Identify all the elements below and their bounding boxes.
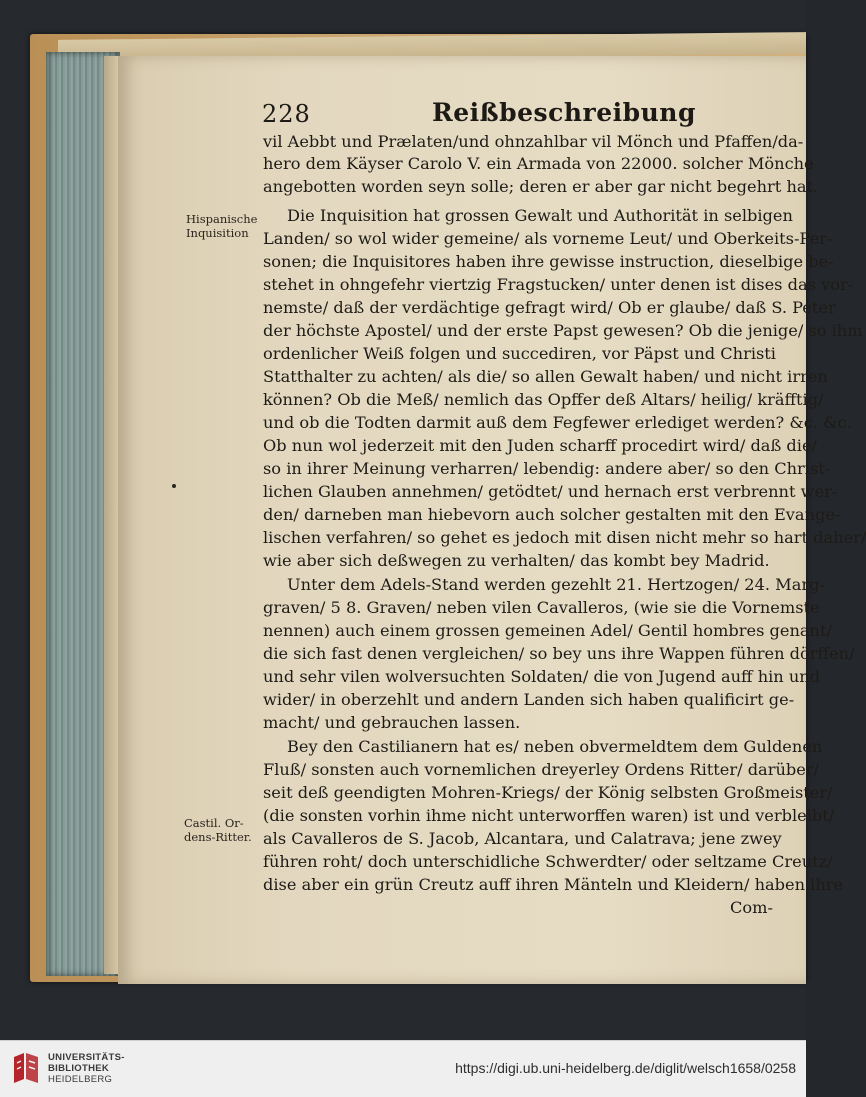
text-line: seit deß geendigten Mohren-Kriegs/ der König selbsten Großmeister/: [263, 783, 833, 802]
margin-note-hispanische: Hispanische: [186, 212, 258, 226]
text-line: führen roht/ doch unterschidliche Schwerdter/ oder seltzame Creutz/: [263, 852, 833, 871]
logo-line-3: HEIDELBERG: [48, 1074, 113, 1085]
text-line: Fluß/ sonsten auch vornemlichen dreyerley Ordens Ritter/ darüber/: [263, 760, 820, 779]
text-line: angebotten worden seyn solle; deren er aber gar nicht begehrt hat.: [263, 177, 819, 196]
text-line: als Cavalleros de S. Jacob, Alcantara, und Calatrava; jene zwey: [263, 829, 782, 848]
text-line: Landen/ so wol wider gemeine/ als vorneme Leut/ und Oberkeits-Per-: [263, 229, 833, 248]
text-line: Bey den Castilianern hat es/ neben obvermeldtem dem Guldenen: [287, 737, 823, 756]
text-line: Ob nun wol jederzeit mit den Juden scharff procedirt wird/ daß die/: [263, 436, 817, 455]
text-line: hero dem Käyser Carolo V. ein Armada von 22000. solcher Mönche: [263, 154, 814, 173]
text-line: die sich fast denen vergleichen/ so bey uns ihre Wappen führen dörffen/: [263, 644, 855, 663]
permalink-url[interactable]: https://digi.ub.uni-heidelberg.de/diglit/welsch1658/0258: [455, 1060, 796, 1076]
text-line: der höchste Apostel/ und der erste Papst gewesen? Ob die jenige/ so ihm: [263, 321, 863, 340]
text-line: Unter dem Adels-Stand werden gezehlt 21. Hertzogen/ 24. Marg-: [287, 575, 825, 594]
text-line: nemste/ daß der verdächtige gefragt wird/ Ob er glaube/ daß S. Peter: [263, 298, 836, 317]
text-line: den/ darneben man hiebevorn auch solcher gestalten mit den Evange-: [263, 505, 841, 524]
text-line: vil Aebbt und Prælaten/und ohnzahlbar vil Mönch und Pfaffen/da-: [263, 132, 804, 151]
text-line: wie aber sich deßwegen zu verhalten/ das kombt bey Madrid.: [263, 551, 770, 570]
catchword: Com-: [730, 898, 773, 917]
text-line: lischen verfahren/ so gehet es jedoch mit disen nicht mehr so hart daher/: [263, 528, 866, 547]
logo-line-2: BIBLIOTHEK: [48, 1063, 110, 1074]
text-line: und ob die Todten darmit auß dem Fegfewer erlediget werden? &c. &c.: [263, 413, 852, 432]
text-line: macht/ und gebrauchen lassen.: [263, 713, 521, 732]
margin-note-castil: Castil. Or-: [184, 816, 244, 830]
text-line: sonen; die Inquisitores haben ihre gewisse instruction, dieselbige be-: [263, 252, 834, 271]
text-line: lichen Glauben annehmen/ getödtet/ und hernach erst verbrennt wer-: [263, 482, 838, 501]
ink-speck: [172, 484, 176, 488]
text-line: so in ihrer Meinung verharren/ lebendig: andere aber/ so den Christ-: [263, 459, 831, 478]
text-line: graven/ 5 8. Graven/ neben vilen Cavalleros, (wie sie die Vornemste: [263, 598, 820, 617]
text-line: Statthalter zu achten/ als die/ so allen Gewalt haben/ und nicht irren: [263, 367, 828, 386]
text-line: Die Inquisition hat grossen Gewalt und Authorität in selbigen: [287, 206, 793, 225]
text-line: und sehr vilen wolversuchten Soldaten/ die von Jugend auff hin und: [263, 667, 821, 686]
text-line: ordenlicher Weiß folgen und succediren, vor Päpst und Christi: [263, 344, 776, 363]
text-line: können? Ob die Meß/ nemlich das Opffer deß Altars/ heilig/ kräfftig/: [263, 390, 824, 409]
text-line: (die sonsten vorhin ihme nicht unterworffen waren) ist und verbleibt/: [263, 806, 835, 825]
text-line: wider/ in oberzehlt und andern Landen sich haben qualificirt ge-: [263, 690, 795, 709]
text-line: nennen) auch einem grossen gemeinen Adel/ Gentil hombres genant/: [263, 621, 832, 640]
margin-note-inquisition: Inquisition: [186, 226, 249, 240]
page-number: 228: [262, 100, 311, 128]
footer-bar: [0, 1040, 806, 1097]
running-head: Reißbeschreibung: [432, 98, 696, 127]
margin-note-ritter: dens-Ritter.: [184, 830, 252, 844]
text-line: dise aber ein grün Creutz auff ihren Mänteln und Kleidern/ haben ihre: [263, 875, 844, 894]
logo-line-1: UNIVERSITÄTS-: [48, 1052, 125, 1063]
university-logo-icon[interactable]: [10, 1049, 42, 1087]
university-logo-text[interactable]: [48, 1052, 125, 1085]
text-line: stehet in ohngefehr viertzig Fragstucken/ unter denen ist dises das vor-: [263, 275, 854, 294]
